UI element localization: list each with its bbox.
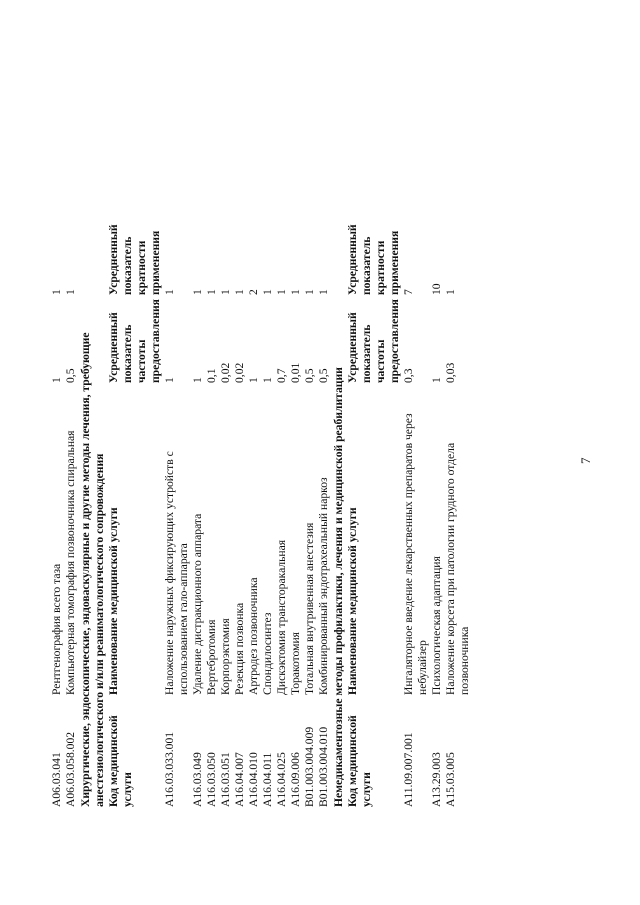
- table-row: [444, 222, 472, 809]
- service-code: A06.03.058.002: [64, 731, 77, 807]
- frequency-value: 0,7: [275, 368, 288, 383]
- table-row: [261, 222, 275, 809]
- multiplicity-value: 2: [247, 289, 260, 296]
- header-frequency: Усредненный показатель частоты предоставления: [107, 299, 162, 383]
- multiplicity-value: 1: [191, 289, 204, 296]
- frequency-value: 0,03: [444, 362, 457, 383]
- service-code: A16.09.006: [289, 752, 302, 807]
- header-name: Наименование медицинской услуги: [346, 507, 359, 695]
- service-name: Компьютерная томография позвоночника спиральная: [64, 430, 77, 695]
- page-number: 7: [578, 457, 593, 464]
- frequency-value: 0,1: [205, 368, 218, 383]
- multiplicity-value: 1: [275, 289, 288, 296]
- table-row: [275, 222, 289, 809]
- service-name: Наложение наружных фиксирующих устройств с использованием гало-аппарата: [163, 451, 190, 695]
- multiplicity-value: 1: [233, 289, 246, 296]
- service-name: Резекция позвонка: [233, 602, 246, 695]
- multiplicity-value: 7: [402, 289, 415, 296]
- frequency-value: 1: [261, 377, 274, 383]
- header-frequency: Усредненный показатель частоты предоставления: [346, 299, 401, 383]
- table-header-row: [346, 222, 402, 809]
- service-code: B01.003.004.010: [317, 726, 330, 807]
- multiplicity-value: 1: [261, 289, 274, 296]
- frequency-value: 0,02: [233, 362, 246, 383]
- frequency-value: 0,5: [303, 368, 316, 383]
- multiplicity-value: 1: [163, 289, 176, 296]
- table-row: [205, 222, 219, 809]
- table-row: [430, 222, 444, 809]
- header-multiplicity: Усредненный показатель кратности применения: [107, 224, 162, 296]
- service-code: A16.04.007: [233, 752, 246, 807]
- table-row: [219, 222, 233, 809]
- service-name: Рентгенография всего таза: [50, 563, 63, 695]
- multiplicity-value: 1: [317, 289, 330, 296]
- service-name: Ингаляторное введение лекарственных препаратов через небулайзер: [402, 413, 429, 695]
- table-row: [64, 222, 78, 809]
- table-row: [317, 222, 331, 809]
- service-name: Тотальная внутривенная анестезия: [303, 522, 316, 695]
- table-row: [233, 222, 247, 809]
- multiplicity-value: 1: [303, 289, 316, 296]
- service-code: A16.03.050: [205, 752, 218, 807]
- service-name: Торакотомия: [289, 631, 302, 695]
- frequency-value: 0,3: [402, 368, 415, 383]
- section-title: Хирургические, эндоскопические, эндоваскулярные и другие методы лечения, требующие анестезиологического и/или реаниматологического сопровождения: [79, 332, 106, 807]
- service-name: Комбинированный эндотрахеальный наркоз: [317, 477, 330, 695]
- services-table: [50, 222, 472, 809]
- service-name: Корпорэктомия: [219, 618, 232, 695]
- section2-title-row: [78, 222, 107, 809]
- frequency-value: 1: [50, 377, 63, 383]
- header-code: Код медицинской услуги: [107, 715, 134, 807]
- service-code: A15.03.005: [444, 752, 457, 807]
- service-code: A11.09.007.001: [402, 732, 415, 807]
- service-code: A16.04.025: [275, 752, 288, 807]
- frequency-value: 0,5: [64, 368, 77, 383]
- multiplicity-value: 10: [430, 283, 443, 296]
- service-code: A13.29.003: [430, 752, 443, 807]
- table-row: [191, 222, 205, 809]
- service-code: A16.04.011: [261, 752, 274, 807]
- multiplicity-value: 1: [444, 289, 457, 296]
- service-name: Удаление дистракционного аппарата: [191, 513, 204, 695]
- service-code: A16.03.049: [191, 752, 204, 807]
- service-name: Спондилосинтез: [261, 612, 274, 695]
- table-header-row: [107, 222, 163, 809]
- header-name: Наименование медицинской услуги: [107, 507, 120, 695]
- service-code: B01.003.004.009: [303, 726, 316, 807]
- section3-title-row: [331, 222, 346, 809]
- service-name: Дискэктомия трансторакальная: [275, 539, 288, 695]
- multiplicity-value: 1: [50, 289, 63, 296]
- header-multiplicity: Усредненный показатель кратности применения: [346, 224, 401, 296]
- table-row: [402, 222, 430, 809]
- service-code: A16.03.033.001: [163, 731, 176, 807]
- multiplicity-value: 1: [289, 289, 302, 296]
- frequency-value: 1: [163, 377, 176, 383]
- multiplicity-value: 1: [205, 289, 218, 296]
- service-name: Психологическая адаптация: [430, 556, 443, 695]
- table-row: [50, 222, 64, 809]
- service-name: Вертебротомия: [205, 619, 218, 695]
- service-code: A16.04.010: [247, 752, 260, 807]
- multiplicity-value: 1: [219, 289, 232, 296]
- frequency-value: 1: [191, 377, 204, 383]
- header-code: Код медицинской услуги: [346, 715, 373, 807]
- frequency-value: 0,02: [219, 362, 232, 383]
- multiplicity-value: 1: [64, 289, 77, 296]
- table-row: [163, 222, 191, 809]
- service-name: Артродез позвоночника: [247, 577, 260, 695]
- section-title: Немедикаментозные методы профилактики, лечения и медицинской реабилитации: [332, 367, 345, 807]
- frequency-value: 1: [430, 377, 443, 383]
- table-row: [303, 222, 317, 809]
- frequency-value: 1: [247, 377, 260, 383]
- service-code: A16.03.051: [219, 752, 232, 807]
- service-name: Наложение корсета при патологии грудного отдела позвоночника: [444, 442, 471, 695]
- table-row: [289, 222, 303, 809]
- frequency-value: 0,01: [289, 362, 302, 383]
- frequency-value: 0,5: [317, 368, 330, 383]
- table-row: [247, 222, 261, 809]
- service-code: A06.03.041: [50, 752, 63, 807]
